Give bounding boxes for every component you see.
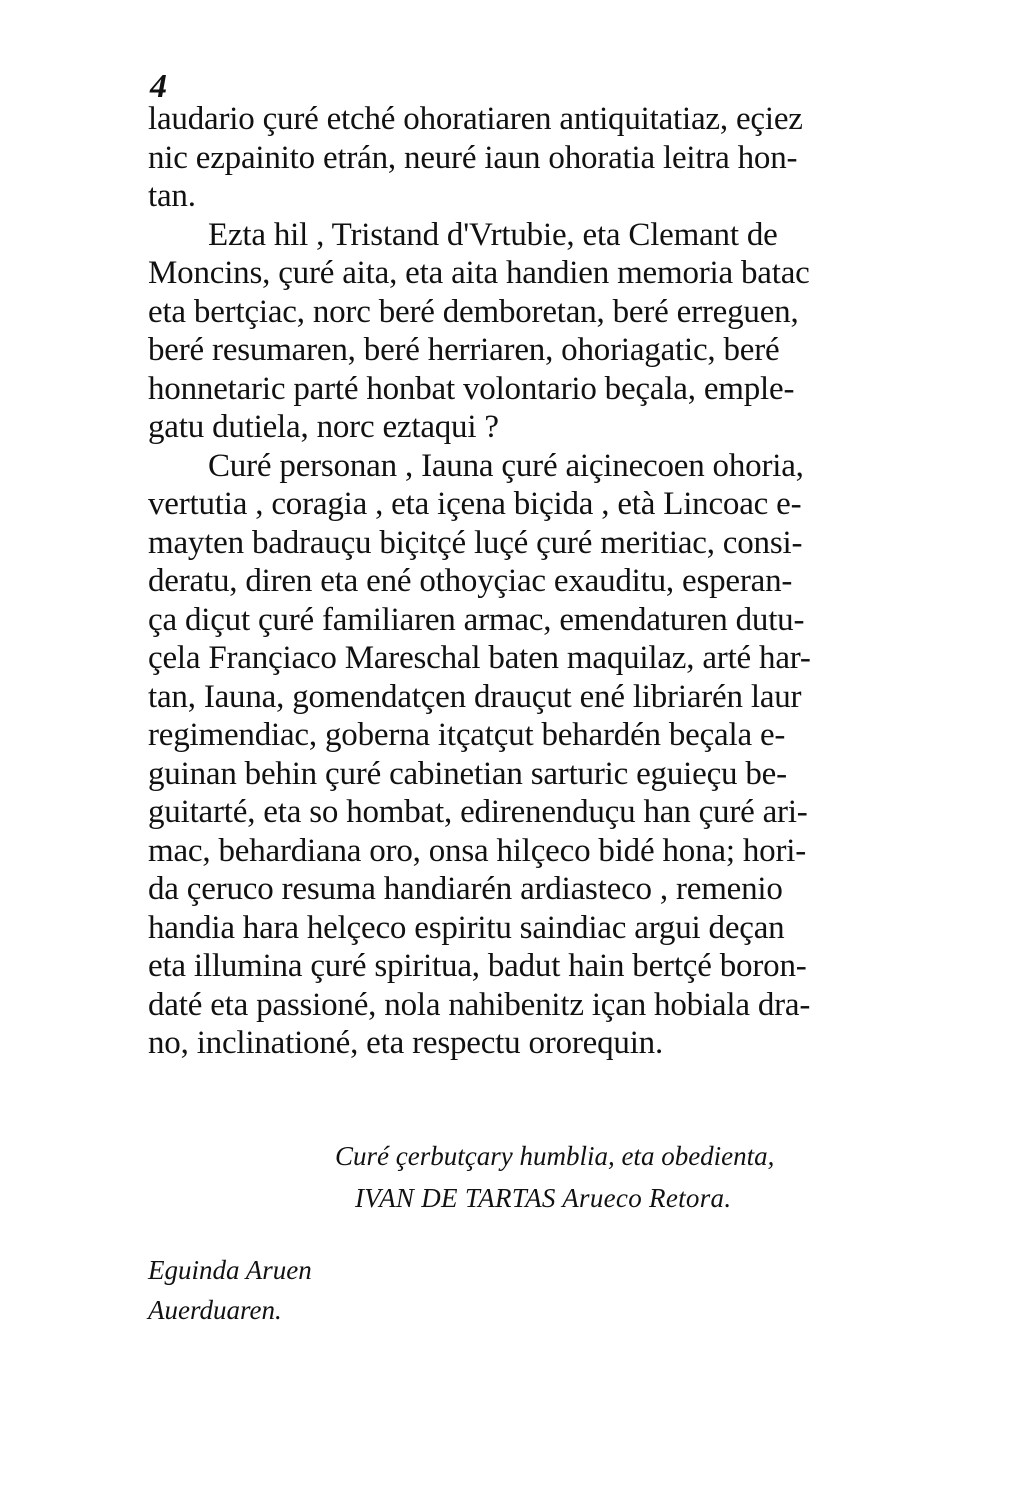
text-line: eta bertçiac, norc beré demboretan, beré erreguen, <box>148 293 799 330</box>
text-line: guinan behin çuré cabinetian sarturic eguieçu be- <box>148 755 787 792</box>
signature-closing: Curé çerbutçary humblia, eta obedienta, <box>335 1141 775 1171</box>
text-line: Moncins, çuré aita, eta aita handien memoria batac <box>148 255 810 291</box>
dedication-text <box>148 100 888 1063</box>
text-line: tan. <box>148 178 196 214</box>
text-line: handia hara helçeco espiritu saindiac argui deçan <box>148 909 785 946</box>
page-number: 4 <box>150 68 167 105</box>
text-line: gatu dutiela, norc eztaqui ? <box>148 409 499 445</box>
dateline-place: Eguinda Aruen <box>148 1255 312 1285</box>
text-line: Ezta hil , Tristand d'Vrtubie, eta Clemant de <box>208 216 778 253</box>
text-line: da çeruco resuma handiarén ardiasteco , remenio <box>148 871 783 907</box>
text-line: beré resumaren, beré herriaren, ohoriagatic, beré <box>148 332 780 368</box>
text-line: mayten badrauçu biçitçé luçé çuré meritiac, consi- <box>148 524 803 561</box>
text-line: deratu, diren eta ené othoyçiac exauditu, esperan- <box>148 563 793 599</box>
text-line: Curé personan , Iauna çuré aiçinecoen ohoria, <box>208 447 804 484</box>
text-line: daté eta passioné, nola nahibenitz içan hobiala dra- <box>148 986 811 1023</box>
signature-block <box>335 1135 895 1219</box>
text-line: tan, Iauna, gomendatçen drauçut ené libriarén laur <box>148 678 802 715</box>
text-line: nic ezpainito etrán, neuré iaun ohoratia leitra hon- <box>148 139 798 176</box>
text-line: ça diçut çuré familiaren armac, emendaturen dutu- <box>148 601 805 638</box>
text-line: mac, behardiana oro, onsa hilçeco bidé hona; hori- <box>148 832 806 869</box>
text-line: honnetaric parté honbat volontario beçala, emple- <box>148 370 795 407</box>
text-line: no, inclinationé, eta respectu ororequin. <box>148 1025 664 1061</box>
text-line: eta illumina çuré spiritua, badut hain bertçé boron- <box>148 948 807 984</box>
signature-name: IVAN DE TARTAS Arueco Retora. <box>355 1183 732 1213</box>
dateline-block <box>148 1250 312 1330</box>
text-line: guitarté, eta so hombat, edirenenduçu han çuré ari- <box>148 794 808 830</box>
dateline-month: Auerduaren. <box>148 1295 282 1325</box>
text-line: laudario çuré etché ohoratiaren antiquitatiaz, eçiez <box>148 101 803 137</box>
text-line: regimendiac, goberna itçatçut behardén beçala e- <box>148 717 786 753</box>
text-line: vertutia , coragia , eta içena biçida , età Lincoac e- <box>148 486 802 522</box>
text-line: çela Françiaco Mareschal baten maquilaz, arté har- <box>148 640 811 676</box>
